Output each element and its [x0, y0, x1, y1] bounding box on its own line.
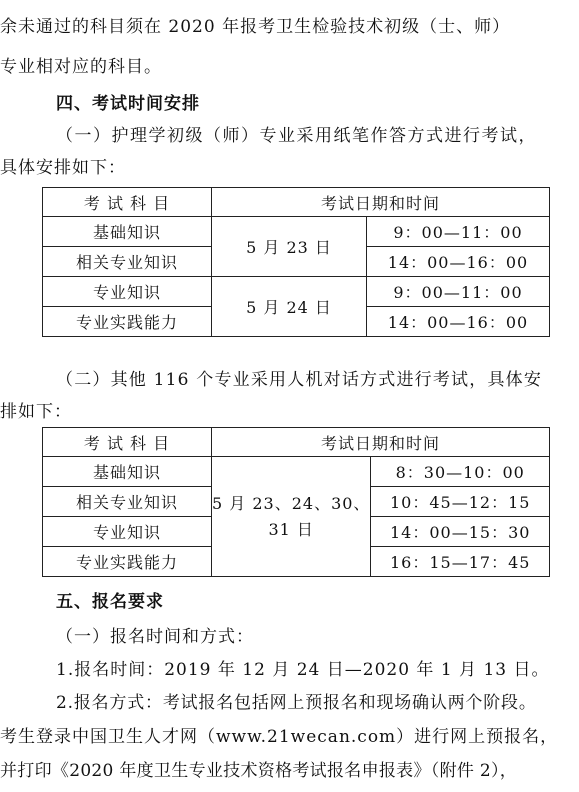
time-cell: 16：15—17：45	[371, 547, 550, 577]
time-cell: 9：00—11：00	[367, 277, 550, 307]
subject-cell: 专业知识	[43, 517, 212, 547]
subject-cell: 基础知识	[43, 217, 212, 247]
time-cell: 14：00—15：30	[371, 517, 550, 547]
paragraph-line: （二）其他 116 个专业采用人机对话方式进行考试，具体安	[56, 370, 543, 390]
subject-cell: 专业实践能力	[43, 307, 212, 337]
subject-cell: 专业知识	[43, 277, 212, 307]
time-cell: 14：00—16：00	[367, 307, 550, 337]
table-row	[43, 217, 550, 247]
exam-schedule-table-paper	[42, 187, 550, 337]
time-cell: 9：00—11：00	[367, 217, 550, 247]
time-cell: 14：00—16：00	[367, 247, 550, 277]
paragraph-line: （一）护理学初级（师）专业采用纸笔作答方式进行考试，	[56, 126, 537, 146]
paragraph-line: 考生登录中国卫生人才网（www.21wecan.com）进行网上预报名，	[0, 727, 559, 747]
table-row	[43, 457, 550, 487]
subject-cell: 专业实践能力	[43, 547, 212, 577]
section-heading: 四、考试时间安排	[56, 94, 200, 114]
time-cell: 10：45—12：15	[371, 487, 550, 517]
exam-schedule-table-computer	[42, 427, 550, 577]
section-heading: 五、报名要求	[56, 592, 164, 612]
header-subject: 考 试 科 目	[43, 428, 212, 457]
header-datetime: 考试日期和时间	[212, 188, 550, 217]
paragraph-line: 1.报名时间：2019 年 12 月 24 日—2020 年 1 月 13 日。	[56, 660, 550, 680]
date-line: 5 月 23、24、30、	[212, 493, 371, 513]
header-datetime: 考试日期和时间	[212, 428, 550, 457]
paragraph-line: 排如下：	[0, 402, 72, 422]
paragraph-line: 2.报名方式：考试报名包括网上预报名和现场确认两个阶段。	[56, 693, 537, 713]
paragraph-line: 并打印《2020 年度卫生专业技术资格考试报名申报表》（附件 2），	[0, 761, 518, 781]
table-header-row	[43, 428, 550, 457]
paragraph-line: 专业相对应的科目。	[0, 57, 162, 77]
paragraph-line: （一）报名时间和方式：	[56, 627, 254, 647]
date-cell	[212, 457, 371, 577]
paragraph-line: 具体安排如下：	[0, 158, 126, 178]
paragraph-line: 余未通过的科目须在 2020 年报考卫生检验技术初级（士、师）	[0, 17, 511, 37]
date-cell: 5 月 24 日	[212, 277, 367, 337]
date-cell: 5 月 23 日	[212, 217, 367, 277]
header-subject: 考 试 科 目	[43, 188, 212, 217]
subject-cell: 相关专业知识	[43, 247, 212, 277]
table-header-row	[43, 188, 550, 217]
subject-cell: 基础知识	[43, 457, 212, 487]
table-row	[43, 277, 550, 307]
date-line: 31 日	[268, 519, 314, 539]
time-cell: 8：30—10：00	[371, 457, 550, 487]
subject-cell: 相关专业知识	[43, 487, 212, 517]
